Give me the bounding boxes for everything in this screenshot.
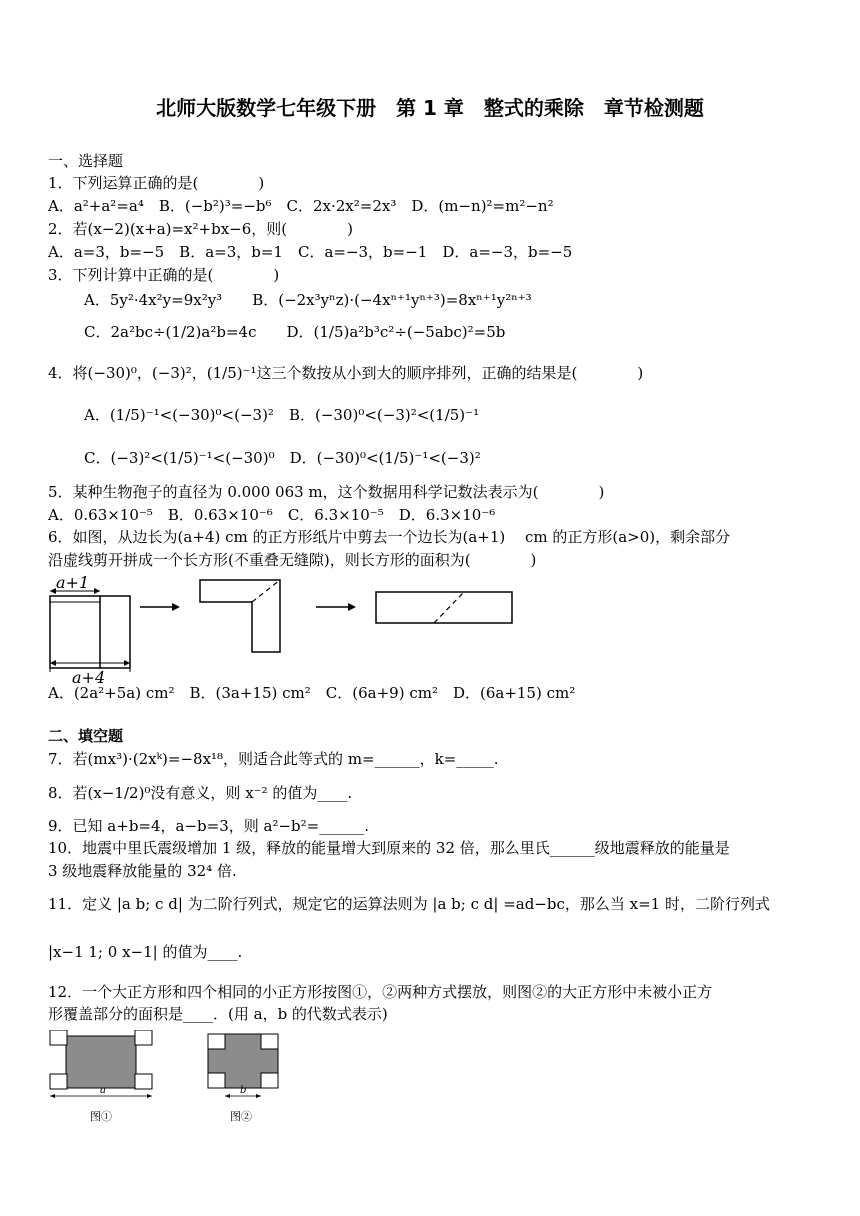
q12-fig1-dim-arrow-left [50, 1094, 55, 1098]
question-1-options: A．a²+a²=a⁴ B．(−b²)³=−b⁶ C．2x·2x²=2x³ D．(m−n)²=m²−n² [48, 197, 554, 215]
q6-dim-bottom-arrow-right [124, 660, 130, 666]
section-heading-choice: 一、选择题 [48, 152, 124, 170]
q12-caption-2: 图② [230, 1110, 252, 1123]
q6-rectangle [376, 592, 512, 623]
question-4: 4．将(−30)⁰，(−3)²，(1/5)⁻¹这三个数按从小到大的顺序排列，正确的结果是( ) [48, 364, 644, 382]
q12-fig1-label-a: a [100, 1085, 106, 1096]
q12-fig2-dim-arrow-left [225, 1094, 230, 1098]
question-9: 9．已知 a+b=4，a−b=3，则 a²−b²=______. [48, 817, 370, 835]
q12-caption-1: 图① [90, 1110, 112, 1123]
q6-arrow-2-head [348, 603, 356, 611]
question-5-options: A．0.63×10⁻⁵ B．0.63×10⁻⁶ C．6.3×10⁻⁵ D．6.3×10⁻⁶ [48, 506, 496, 524]
q12-fig2-small-square-tl [208, 1034, 225, 1049]
question-10-line2: 3 级地震释放能量的 32⁴ 倍. [48, 862, 237, 880]
q6-label-top: a+1 [56, 573, 90, 592]
question-6-line2: 沿虚线剪开拼成一个长方形(不重叠无缝隙)，则长方形的面积为( ) [48, 551, 537, 569]
q6-figure [44, 570, 524, 685]
question-12-line1: 12．一个大正方形和四个相同的小正方形按图①，②两种方式摆放，则图②的大正方形中未被小正方 [48, 983, 713, 1001]
q12-fig1-small-square-tr [135, 1030, 152, 1045]
q6-l-dashed-cut [252, 580, 280, 602]
question-11-line1: 11．定义 |a b; c d| 为二阶行列式，规定它的运算法则为 |a b; c d| =ad−bc，那么当 x=1 时，二阶行列式 [48, 895, 770, 913]
question-3: 3．下列计算中正确的是( ) [48, 266, 280, 284]
section-heading-fill: 二、填空题 [48, 727, 124, 745]
q12-fig2-small-square-bl [208, 1073, 225, 1088]
question-3-options-cd: C．2a²bc÷(1/2)a²b=4c D．(1/5)a²b³c²÷(−5abc)²=5b [84, 323, 506, 341]
q12-fig2-dim-arrow-right [256, 1094, 261, 1098]
question-6-line1: 6．如图，从边长为(a+4) cm 的正方形纸片中剪去一个边长为(a+1) cm 的正方形(a>0)，剩余部分 [48, 528, 731, 546]
question-8: 8．若(x−1/2)⁰没有意义，则 x⁻² 的值为____. [48, 784, 353, 802]
q12-fig1-small-square-br [135, 1074, 152, 1089]
q12-figure-1 [46, 1030, 161, 1110]
question-2: 2．若(x−2)(x+a)=x²+bx−6，则( ) [48, 220, 353, 238]
question-10-line1: 10．地震中里氏震级增加 1 级，释放的能量增大到原来的 32 倍，那么里氏______级地震释放的能量是 [48, 839, 730, 857]
question-2-options: A．a=3，b=−5 B．a=3，b=1 C．a=−3，b=−1 D．a=−3，b=−5 [48, 243, 573, 261]
question-6-options: A．(2a²+5a) cm² B．(3a+15) cm² C．(6a+9) cm² D．(6a+15) cm² [48, 684, 576, 702]
q6-dim-top-arrow-right [94, 588, 100, 594]
question-7: 7．若(mx³)·(2xᵏ)=−8x¹⁸，则适合此等式的 m=______，k=_____. [48, 750, 499, 768]
question-11-line2: |x−1 1; 0 x−1| 的值为____. [48, 943, 243, 961]
q12-fig2-small-square-br [261, 1073, 278, 1088]
q6-big-square [50, 596, 130, 668]
question-4-options-ab: A．(1/5)⁻¹<(−30)⁰<(−3)² B．(−30)⁰<(−3)²<(1/5)⁻¹ [84, 406, 480, 424]
q12-figure-2 [200, 1030, 290, 1110]
q12-fig1-small-square-bl [50, 1074, 67, 1089]
page-title: 北师大版数学七年级下册 第 1 章 整式的乘除 章节检测题 [156, 96, 704, 120]
question-5: 5．某种生物孢子的直径为 0.000 063 m，这个数据用科学记数法表示为( ) [48, 483, 605, 501]
q12-fig1-big-square [66, 1036, 136, 1088]
q12-fig2-label-b: b [240, 1085, 247, 1096]
q6-label-bottom: a+4 [72, 668, 106, 685]
q6-dim-bottom-arrow-left [50, 660, 56, 666]
q6-l-shape [200, 580, 280, 652]
q6-arrow-1-head [172, 603, 180, 611]
q6-rect-dashed-cut [434, 592, 464, 623]
q12-fig1-small-square-tl [50, 1030, 67, 1045]
q6-small-square [50, 596, 100, 602]
question-12-line2: 形覆盖部分的面积是____．(用 a，b 的代数式表示) [48, 1005, 388, 1023]
q12-fig2-small-square-tr [261, 1034, 278, 1049]
q12-fig1-dim-arrow-right [147, 1094, 152, 1098]
question-1: 1．下列运算正确的是( ) [48, 174, 265, 192]
question-4-options-cd: C．(−3)²<(1/5)⁻¹<(−30)⁰ D．(−30)⁰<(1/5)⁻¹<(−3)² [84, 449, 481, 467]
question-3-options-ab: A．5y²·4x²y=9x²y³ B．(−2x³yⁿz)·(−4xⁿ⁺¹yⁿ⁺³)=8xⁿ⁺¹y²ⁿ⁺³ [84, 291, 532, 309]
